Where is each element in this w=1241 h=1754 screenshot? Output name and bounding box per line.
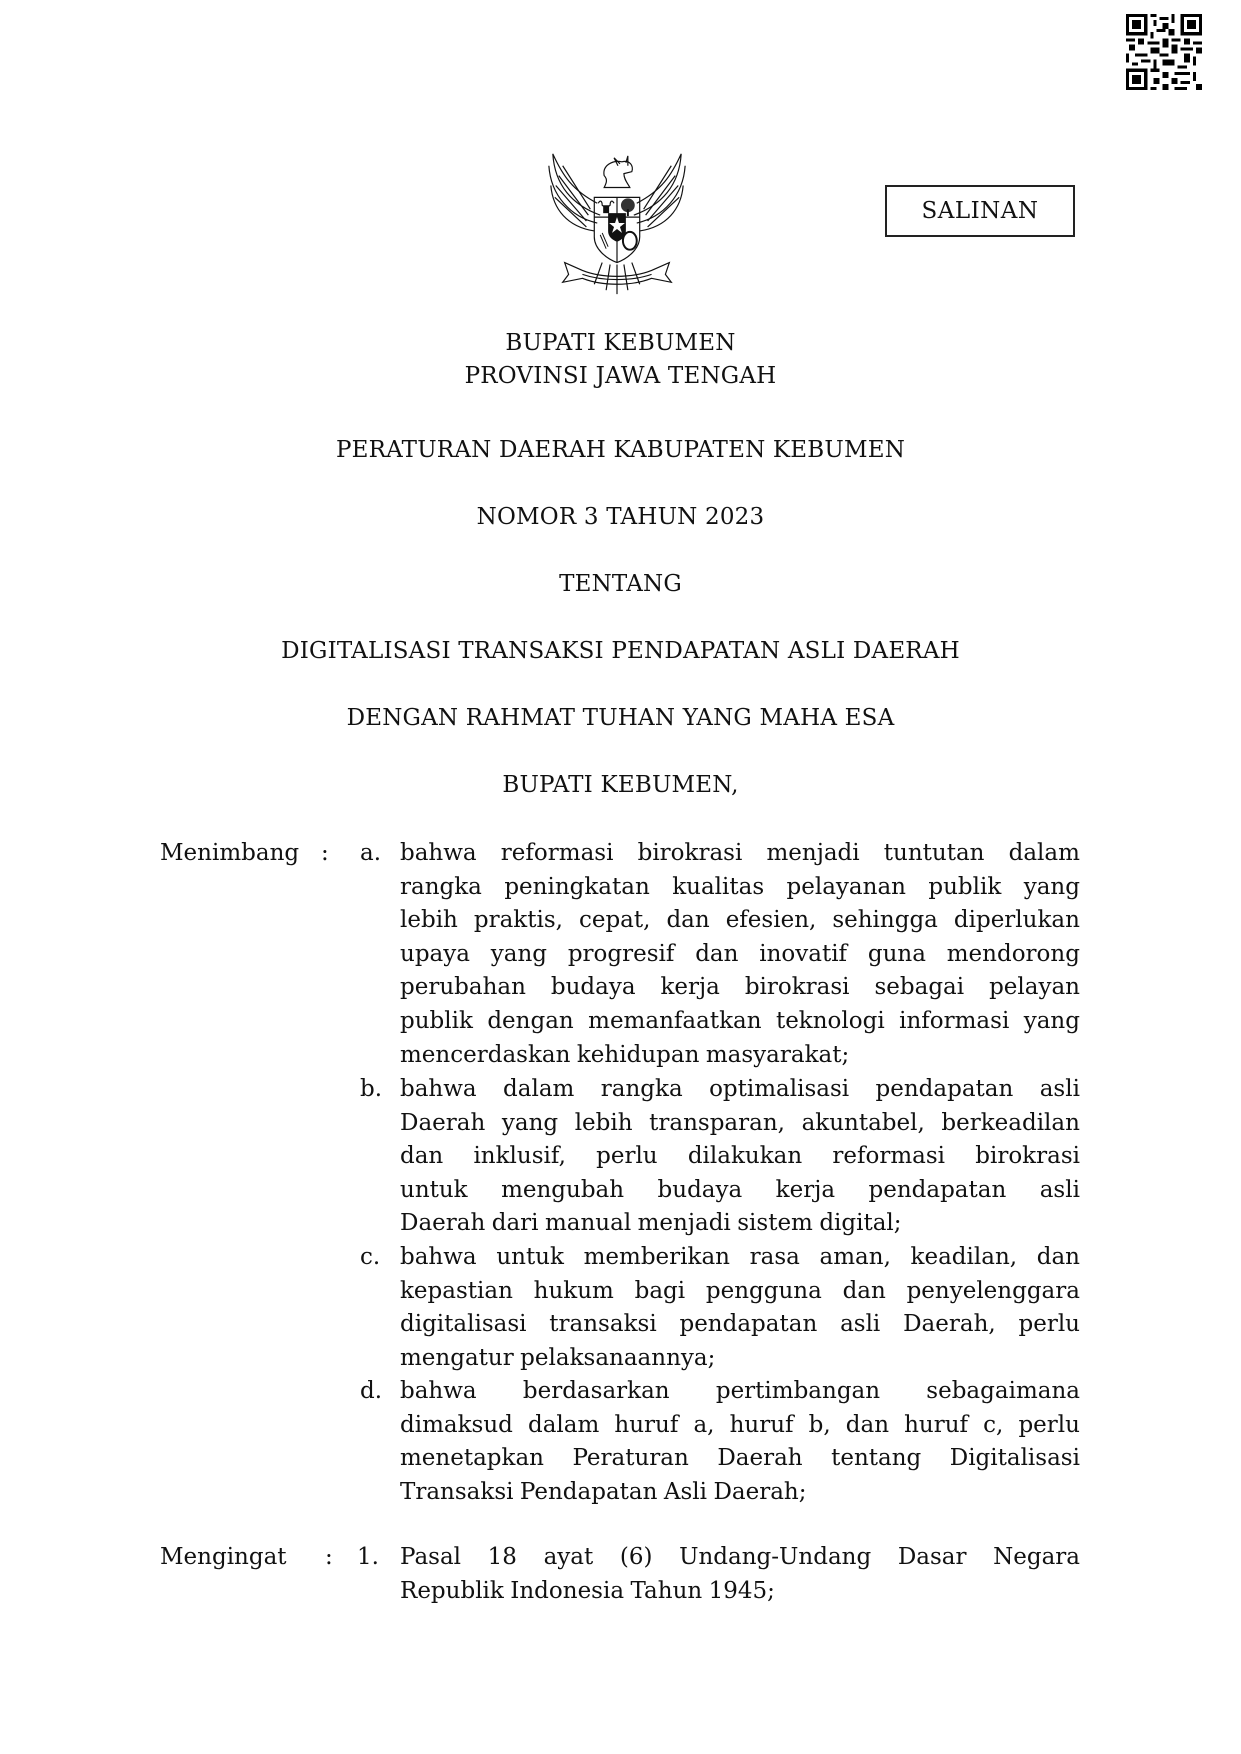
item-marker: b.	[360, 1076, 383, 1102]
garuda-pancasila-emblem-icon	[541, 146, 693, 304]
text-line: digitalisasi transaksi pendapatan asli Daerah, perlu	[400, 1311, 1080, 1338]
text-line: mencerdaskan kehidupan masyarakat;	[400, 1041, 850, 1068]
mengingat-colon: :	[325, 1544, 333, 1570]
menimbang-item-a	[400, 837, 1080, 1072]
salinan-stamp: SALINAN	[885, 185, 1075, 237]
text-line: menetapkan Peraturan Daerah tentang Digitalisasi	[400, 1445, 1080, 1472]
text-line: upaya yang progresif dan inovatif guna mendorong	[400, 940, 1080, 967]
text-line: Republik Indonesia Tahun 1945;	[400, 1577, 775, 1604]
menimbang-item-d	[400, 1375, 1080, 1509]
text-line: Transaksi Pendapatan Asli Daerah;	[400, 1478, 807, 1505]
subject-heading: DIGITALISASI TRANSAKSI PENDAPATAN ASLI DAERAH	[281, 638, 960, 664]
text-line: bahwa reformasi birokrasi menjadi tuntutan dalam	[400, 840, 1080, 866]
text-line: dimaksud dalam huruf a, huruf b, dan huruf c, perlu	[400, 1411, 1080, 1438]
text-line: publik dengan memanfaatkan teknologi informasi yang	[400, 1007, 1080, 1034]
text-line: bahwa berdasarkan pertimbangan sebagaimana	[400, 1378, 1080, 1404]
menimbang-label: Menimbang	[160, 840, 300, 866]
text-line: Daerah dari manual menjadi sistem digital;	[400, 1210, 902, 1237]
text-line: lebih praktis, cepat, dan efesien, sehingga diperlukan	[400, 907, 1080, 934]
menimbang-colon: :	[321, 840, 329, 866]
item-marker: 1.	[357, 1544, 379, 1570]
invocation-heading: DENGAN RAHMAT TUHAN YANG MAHA ESA	[346, 705, 895, 731]
about-heading: TENTANG	[559, 571, 682, 597]
regulation-heading: PERATURAN DAERAH KABUPATEN KEBUMEN	[335, 437, 906, 463]
text-line: kepastian hukum bagi pengguna dan penyelenggara	[400, 1277, 1080, 1304]
menimbang-item-b	[400, 1073, 1080, 1241]
text-line: Pasal 18 ayat (6) Undang-Undang Dasar Negara	[400, 1544, 1080, 1570]
mengingat-item-1	[400, 1541, 1080, 1608]
text-line: bahwa dalam rangka optimalisasi pendapatan asli	[400, 1076, 1080, 1102]
text-line: bahwa untuk memberikan rasa aman, keadilan, dan	[400, 1244, 1080, 1270]
mengingat-label: Mengingat	[160, 1544, 287, 1570]
text-line: dan inklusif, perlu dilakukan reformasi birokrasi	[400, 1143, 1080, 1170]
text-line: perubahan budaya kerja birokrasi sebagai pelayan	[400, 974, 1080, 1001]
issuer-heading: BUPATI KEBUMEN,	[502, 772, 739, 798]
qr-code-icon	[1126, 14, 1202, 90]
text-line: Daerah yang lebih transparan, akuntabel, berkeadilan	[400, 1109, 1080, 1136]
authority-heading: BUPATI KEBUMEN	[505, 330, 736, 356]
menimbang-item-c	[400, 1241, 1080, 1375]
province-heading: PROVINSI JAWA TENGAH	[464, 363, 777, 389]
item-marker: d.	[360, 1378, 383, 1404]
regulation-number: NOMOR 3 TAHUN 2023	[476, 504, 765, 530]
item-marker: c.	[360, 1244, 381, 1270]
item-marker: a.	[360, 840, 382, 866]
text-line: untuk mengubah budaya kerja pendapatan asli	[400, 1176, 1080, 1203]
text-line: rangka peningkatan kualitas pelayanan publik yang	[400, 873, 1080, 900]
text-line: mengatur pelaksanaannya;	[400, 1344, 716, 1371]
